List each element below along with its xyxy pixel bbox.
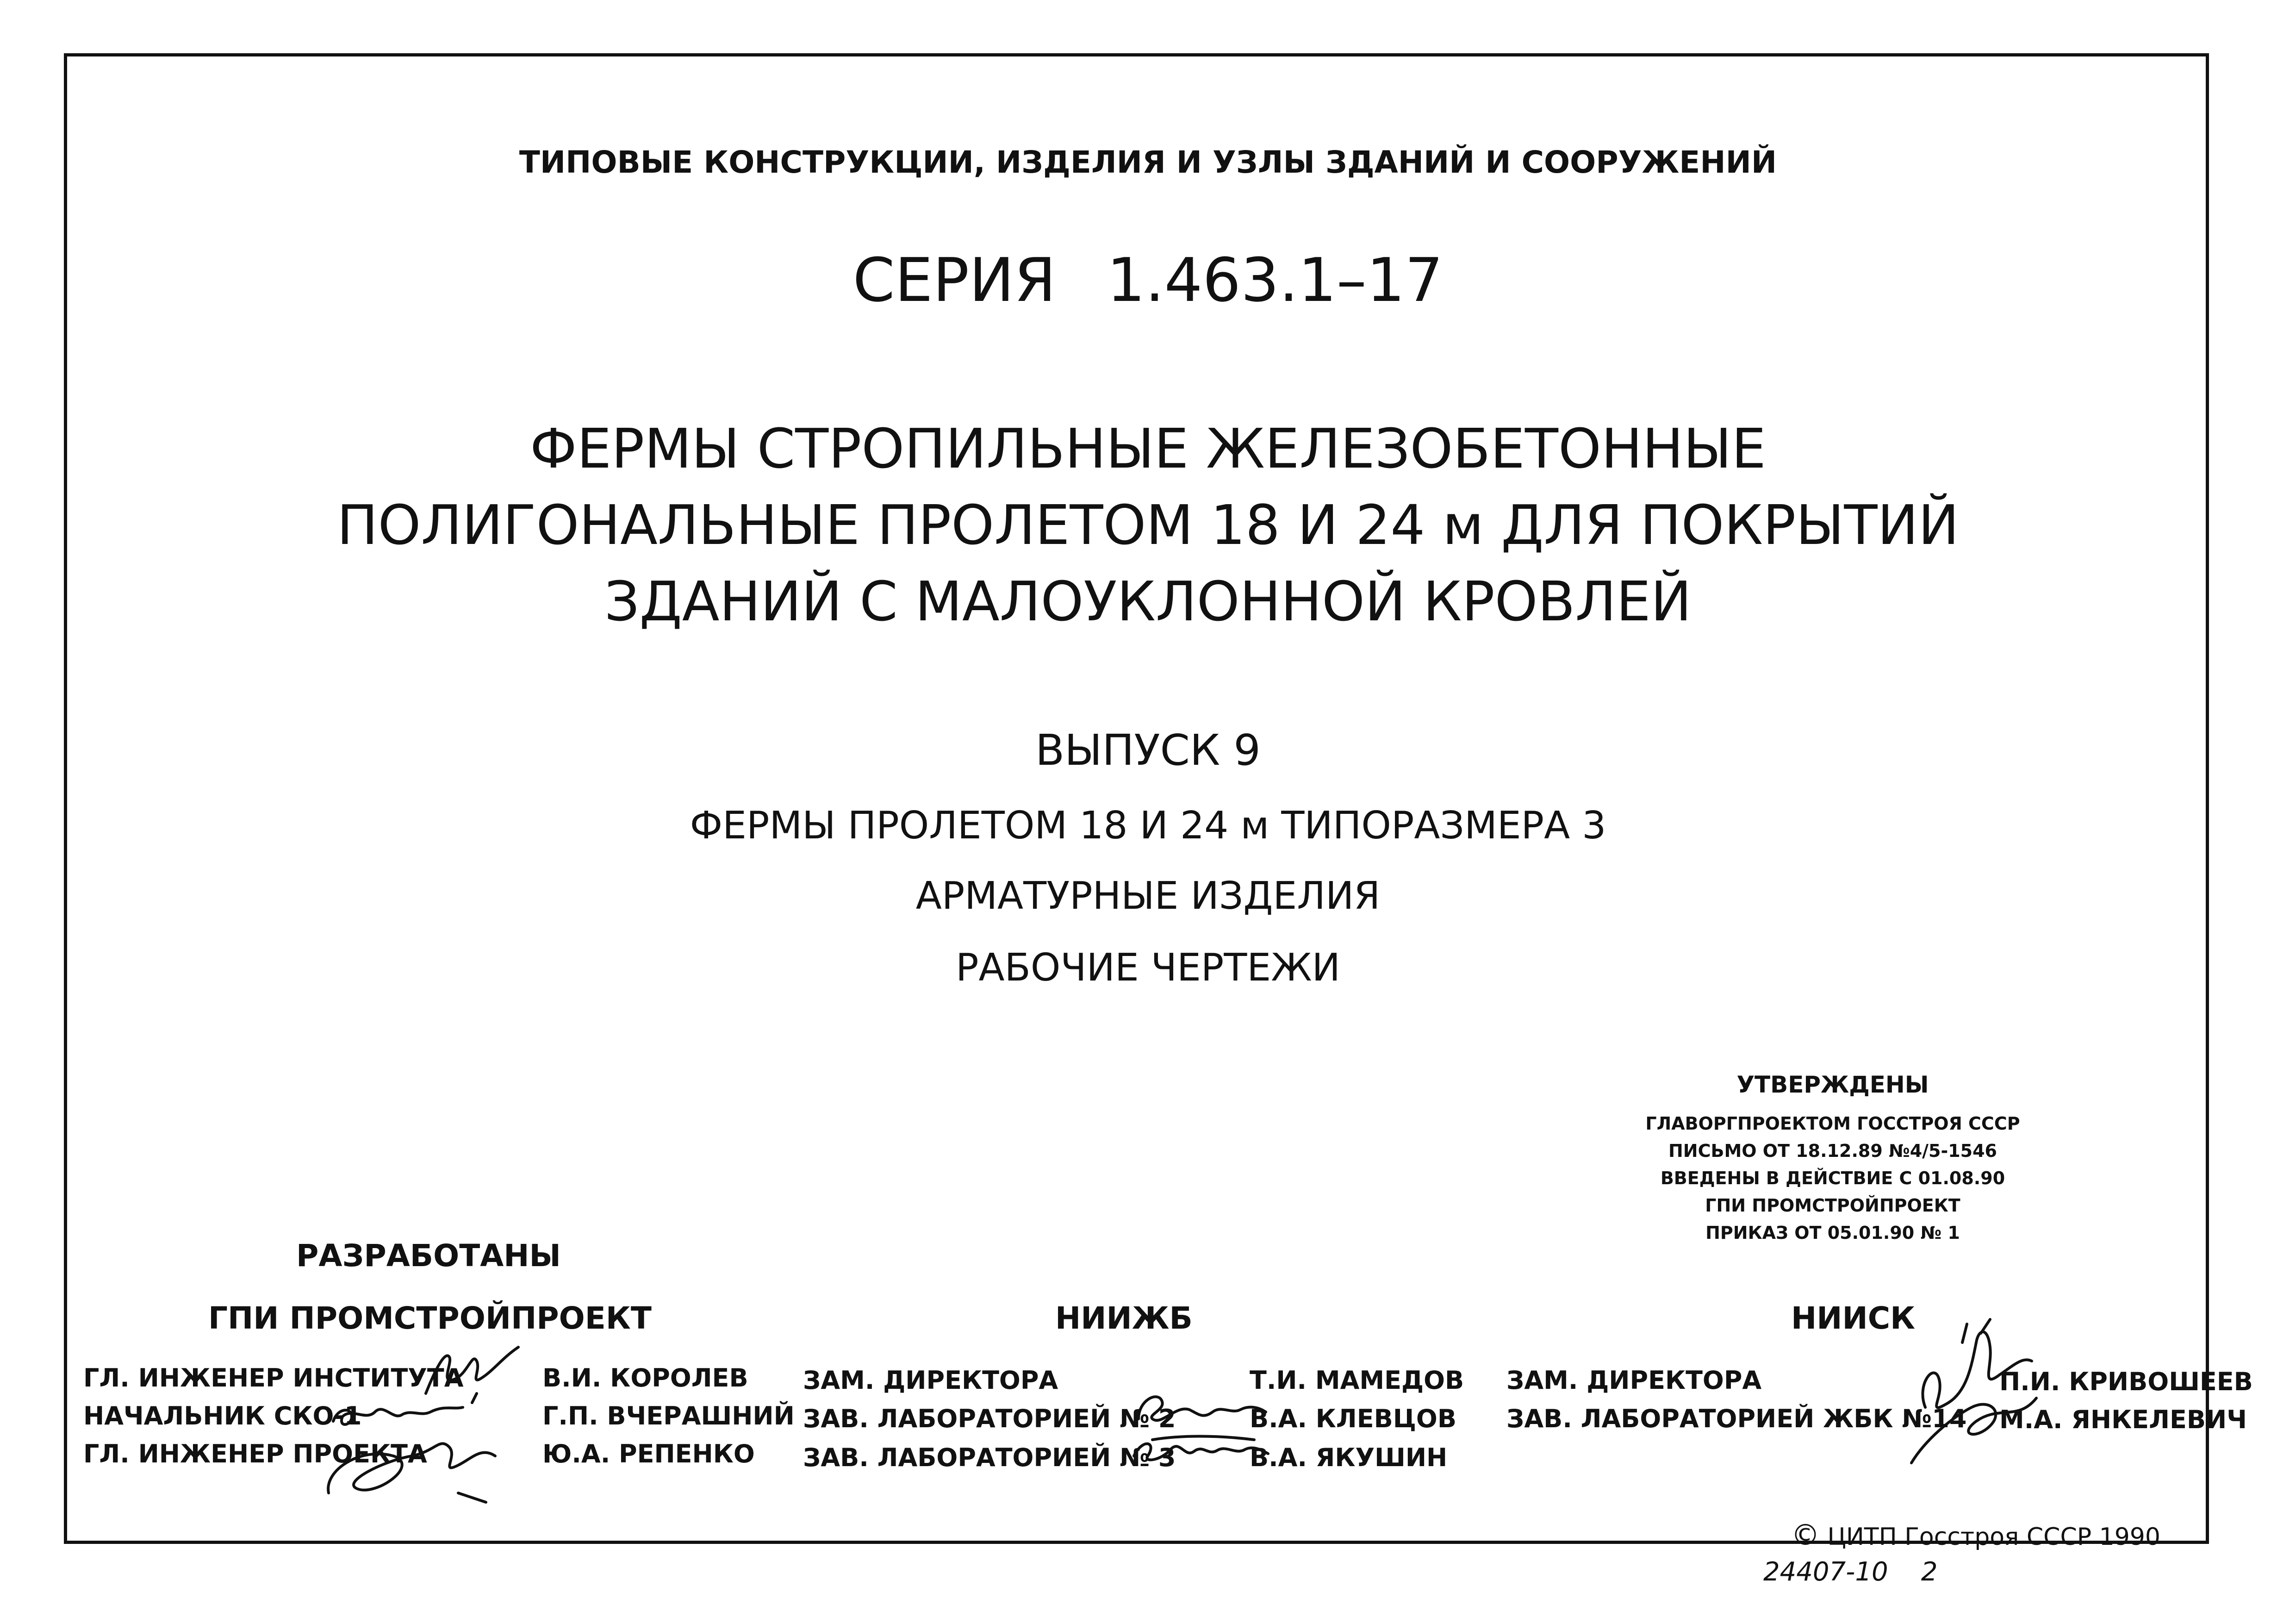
document-number <box>1763 1559 1937 1585</box>
approval-line: ПРИКАЗ ОТ 05.01.90 № 1 <box>1705 1223 1960 1243</box>
org-name-niisk: НИИСК <box>1791 1300 1916 1336</box>
title-line-2: ПОЛИГОНАЛЬНЫЕ ПРОЛЕТОМ 18 И 24 м ДЛЯ ПОКРЫТИЙ <box>336 493 1960 557</box>
signature-repenko <box>319 1428 514 1507</box>
approval-line: ВВЕДЕНЫ В ДЕЙСТВИЕ С 01.08.90 <box>1660 1168 2005 1188</box>
signature-klevtsov <box>1129 1382 1268 1433</box>
org-line: ТИПОВЫЕ КОНСТРУКЦИИ, ИЗДЕЛИЯ И УЗЛЫ ЗДАНИЙ И СООРУЖЕНИЙ <box>519 144 1777 180</box>
role-label: ЗАМ. ДИРЕКТОРА <box>803 1366 1058 1395</box>
role-label: ЗАВ. ЛАБОРАТОРИЕЙ № 3 <box>803 1443 1176 1472</box>
signature-krivosheev <box>1898 1315 2041 1472</box>
person-name: В.И. КОРОЛЕВ <box>542 1363 748 1393</box>
person-name: В.А. КЛЕВЦОВ <box>1250 1404 1456 1433</box>
sheet-number: 2 <box>1921 1557 1938 1587</box>
person-name: Г.П. ВЧЕРАШНИЙ <box>542 1401 795 1430</box>
series-heading <box>0 245 2296 315</box>
doc-number: 24407-10 <box>1763 1557 1888 1587</box>
copyright-text: ЦИТП Госстроя СССР 1990 <box>1827 1523 2160 1551</box>
approval-line: ГПИ ПРОМСТРОЙПРОЕКТ <box>1705 1195 1960 1216</box>
issue-line-1: ФЕРМЫ ПРОЛЕТОМ 18 И 24 м ТИПОРАЗМЕРА 3 <box>690 804 1606 848</box>
series-label: СЕРИЯ <box>852 245 1056 315</box>
role-label: ЗАВ. ЛАБОРАТОРИЕЙ № 2 <box>803 1404 1176 1433</box>
title-line-3: ЗДАНИЙ С МАЛОУКЛОННОЙ КРОВЛЕЙ <box>604 569 1692 633</box>
approval-line: ГЛАВОРГПРОЕКТОМ ГОССТРОЯ СССР <box>1645 1113 2020 1134</box>
role-label: НАЧАЛЬНИК СКО-1 <box>83 1401 362 1430</box>
person-name: М.А. ЯНКЕЛЕВИЧ <box>1999 1405 2247 1434</box>
approval-heading: УТВЕРЖДЕНЫ <box>1736 1071 1929 1098</box>
copyright-mark: © <box>1791 1518 1820 1552</box>
issue-line-2: АРМАТУРНЫЕ ИЗДЕЛИЯ <box>915 874 1381 918</box>
person-name: Т.И. МАМЕДОВ <box>1250 1366 1464 1395</box>
issue-line-3: РАБОЧИЕ ЧЕРТЕЖИ <box>956 946 1340 990</box>
role-label: ГЛ. ИНЖЕНЕР ПРОЕКТА <box>83 1439 427 1468</box>
signature-yakushin <box>1125 1428 1273 1470</box>
issue-label: ВЫПУСК 9 <box>1035 725 1261 775</box>
series-number: 1.463.1–17 <box>1107 245 1444 315</box>
org-name-promstroyproekt: ГПИ ПРОМСТРОЙПРОЕКТ <box>208 1300 652 1336</box>
person-name: Ю.А. РЕПЕНКО <box>542 1439 755 1468</box>
org-name-niizhb: НИИЖБ <box>1055 1300 1193 1336</box>
person-name: П.И. КРИВОШЕЕВ <box>1999 1367 2253 1396</box>
approval-block <box>1601 1073 2064 1251</box>
person-name: В.А. ЯКУШИН <box>1250 1443 1448 1472</box>
role-label: ГЛ. ИНЖЕНЕР ИНСТИТУТА <box>83 1363 464 1393</box>
approval-line: ПИСЬМО ОТ 18.12.89 №4/5-1546 <box>1668 1141 1997 1161</box>
developers-heading: РАЗРАБОТАНЫ <box>296 1238 561 1274</box>
role-label: ЗАВ. ЛАБОРАТОРИЕЙ ЖБК №14 <box>1506 1404 1967 1433</box>
role-label: ЗАМ. ДИРЕКТОРА <box>1506 1366 1762 1395</box>
title-line-1: ФЕРМЫ СТРОПИЛЬНЫЕ ЖЕЛЕЗОБЕТОННЫЕ <box>530 417 1766 481</box>
copyright <box>1791 1518 2160 1552</box>
